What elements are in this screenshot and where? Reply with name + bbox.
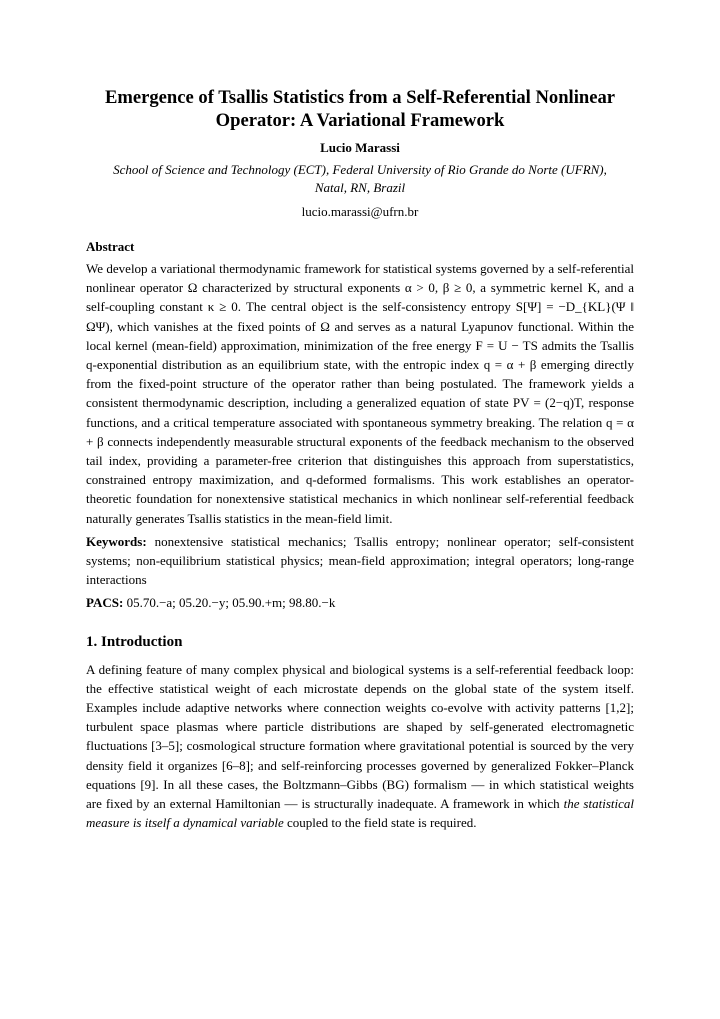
paper-title: Emergence of Tsallis Statistics from a Self-Referential Nonlinear Operator: A Variational Framework	[104, 87, 616, 131]
keywords-text: nonextensive statistical mechanics; Tsallis entropy; nonlinear operator; self-consistent systems; non-equilibrium statistical physics; mean-field approximation; integral operators; long-range interactions	[86, 533, 634, 588]
introduction-paragraph	[86, 660, 634, 833]
introduction-text: A defining feature of many complex physical and biological systems is a self-referential feedback loop: the effective statistical weight of each microstate depends on the global state of the system itself. Examples include adaptive networks where connection weights co-evolve with activity patterns [1,2]; turbulent space plasmas where particle distributions are shaped by self-generated electromagnetic fluctuations [3–5]; cosmological structure formation where gravitational potential is sourced by the very density field it organizes [6–8]; and self-reinforcing processes governed by generalized Fokker–Planck equations [9]. In all these cases, the Boltzmann–Gibbs (BG) formalism — in which statistical weights are fixed by an external Hamiltonian — is structurally inadequate. A framework in which	[86, 661, 634, 812]
keywords-label: Keywords:	[86, 533, 147, 549]
introduction-emphasis: the statistical measure is itself a dynamical variable	[86, 796, 634, 831]
abstract-text: We develop a variational thermodynamic framework for statistical systems governed by a self-referential nonlinear operator Ω characterized by structural exponents α > 0, β ≥ 0, a symmetric kernel K, and a self-coupling constant κ ≥ 0. The central object is the self-consistency entropy S[Ψ] = −D_{KL}(Ψ ‖ ΩΨ), which vanishes at the fixed points of Ω and serves as a natural Lyapunov functional. Within the local kernel (mean-field) approximation, minimization of the free energy F = U − TS admits the Tsallis q-exponential distribution as an equilibrium state, with the entropic index q = α + β emerging directly from the fixed-point structure of the operator rather than being postulated. The framework yields a consistent thermodynamic description, including a generalized equation of state PV = (2−q)T, response functions, and a critical temperature associated with spontaneous symmetry breaking. The relation q = α + β connects independently measurable structural exponents of the feedback mechanism to the observed tail index, providing a parameter-free criterion that distinguishes this approach from superstatistics, constrained entropy maximization, and q-deformed formalisms. This work establishes an operator-theoretic foundation for nonextensive statistical mechanics in which nonlinear self-referential feedback naturally generates Tsallis statistics in the mean-field limit.	[86, 261, 634, 526]
keywords	[86, 532, 634, 590]
pacs-label: PACS:	[86, 595, 124, 611]
abstract-heading: Abstract	[86, 239, 135, 254]
pacs-text: 05.70.−a; 05.20.−y; 05.90.+m; 98.80.−k	[123, 595, 336, 611]
pacs	[86, 593, 634, 612]
author-name: Lucio Marassi	[320, 140, 400, 155]
section-heading-introduction: 1. Introduction	[86, 633, 183, 650]
author-affiliation: School of Science and Technology (ECT), Federal University of Rio Grande do Norte (UFRN), Natal, RN, Brazil	[113, 162, 607, 195]
author-email: lucio.marassi@ufrn.br	[301, 204, 419, 219]
introduction-text-end: coupled to the field state is required.	[283, 815, 477, 831]
